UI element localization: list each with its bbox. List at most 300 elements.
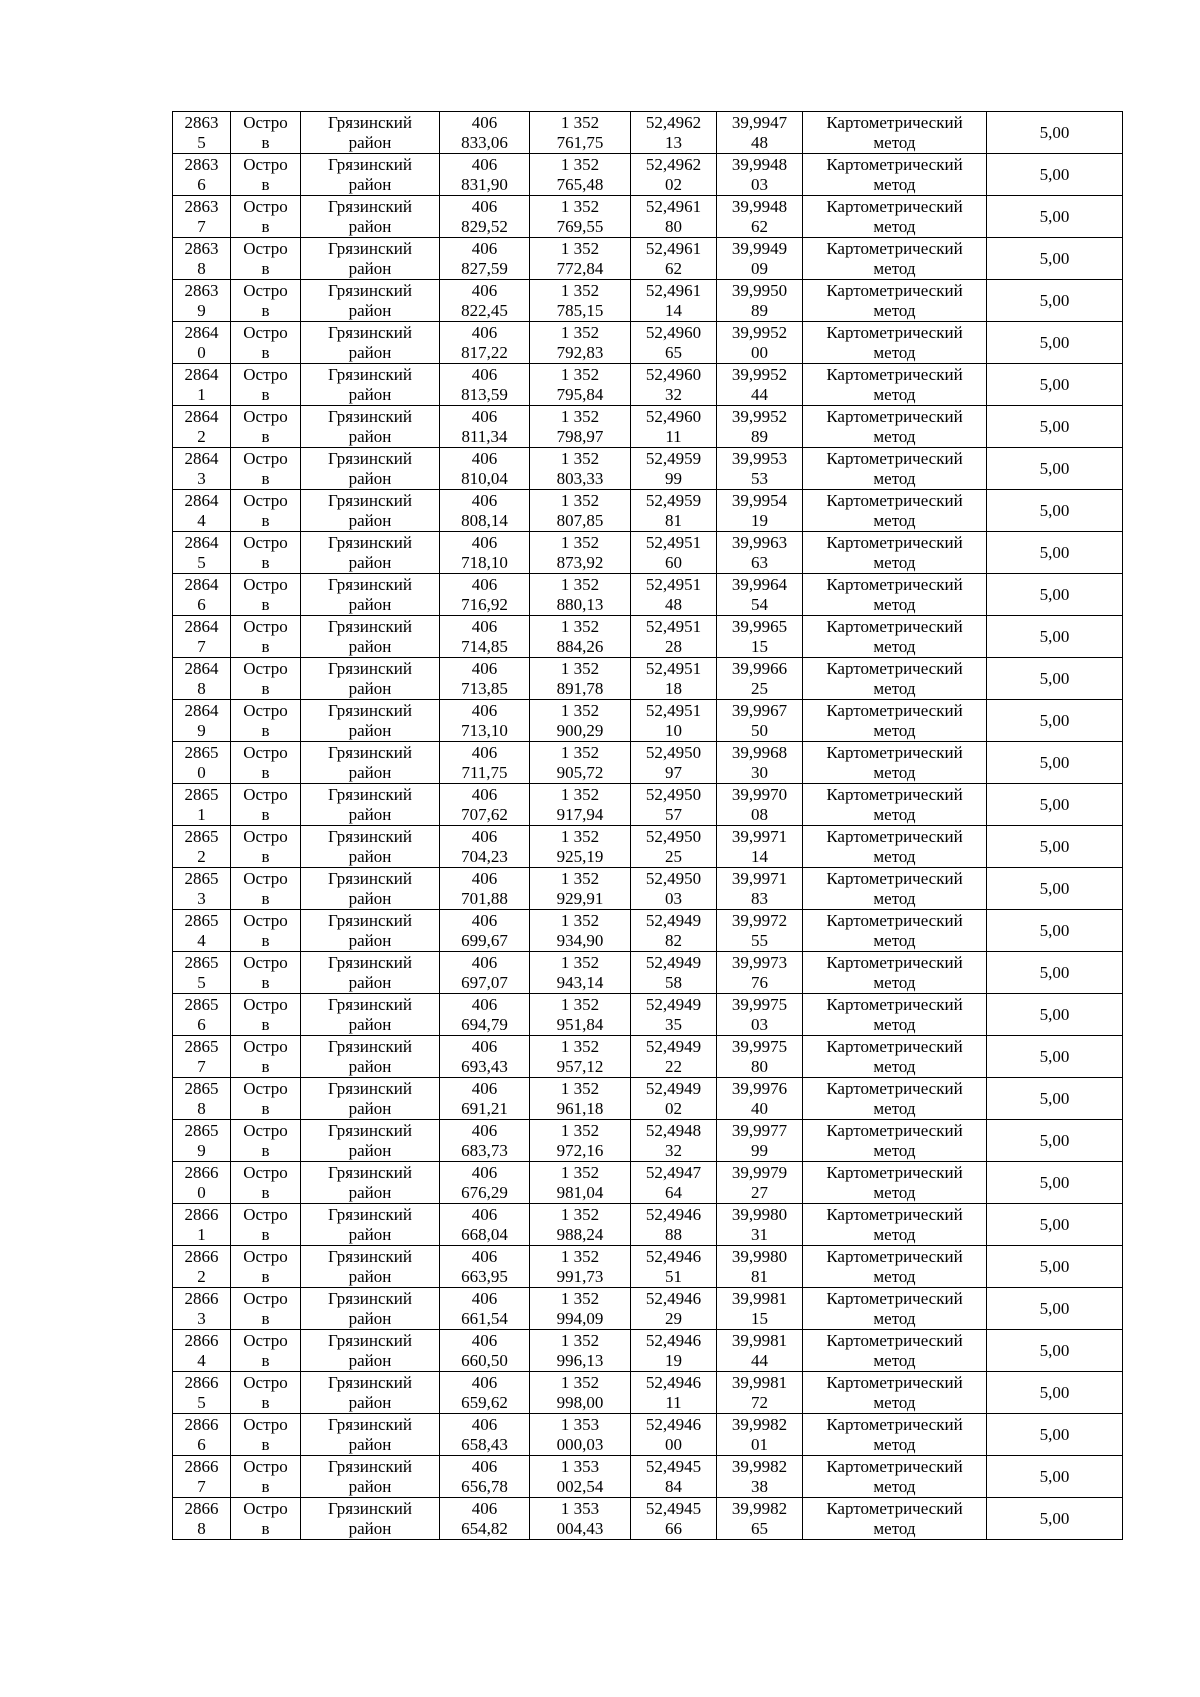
y-coordinate-cell-line: 880,13 — [556, 594, 604, 614]
latitude-cell — [631, 658, 717, 700]
table-row — [173, 532, 1123, 574]
point-number-cell — [173, 742, 231, 784]
latitude-cell — [631, 406, 717, 448]
object-type-cell-line: Остро — [243, 238, 288, 258]
district-cell-line: Грязинский — [328, 322, 412, 342]
latitude-cell-line: 29 — [665, 1308, 682, 1328]
district-cell — [301, 784, 440, 826]
district-cell — [301, 1498, 440, 1540]
method-cell-line: метод — [873, 846, 916, 866]
y-coordinate-cell-line: 991,73 — [556, 1266, 604, 1286]
district-cell — [301, 448, 440, 490]
longitude-cell-line: 39,9964 — [731, 574, 788, 594]
table-body — [173, 112, 1123, 1540]
method-cell-line: метод — [873, 888, 916, 908]
point-number-cell-line: 0 — [197, 342, 206, 362]
latitude-cell-line: 81 — [665, 510, 682, 530]
x-coordinate-cell-line: 406 — [471, 742, 498, 762]
x-coordinate-cell-line: 406 — [471, 994, 498, 1014]
method-cell — [803, 910, 987, 952]
latitude-cell — [631, 910, 717, 952]
method-cell-line: Картометрический — [826, 1372, 963, 1392]
y-coordinate-cell-line: 957,12 — [556, 1056, 604, 1076]
point-number-cell-line: 2863 — [184, 280, 219, 300]
method-cell-line: Картометрический — [826, 1456, 963, 1476]
object-type-cell — [231, 322, 301, 364]
latitude-cell — [631, 784, 717, 826]
object-type-cell-line: в — [261, 1182, 270, 1202]
accuracy-cell: 5,00 — [987, 364, 1123, 406]
y-coordinate-cell-line: 905,72 — [556, 762, 604, 782]
district-cell-line: Грязинский — [328, 574, 412, 594]
accuracy-cell: 5,00 — [987, 742, 1123, 784]
y-coordinate-cell-line: 929,91 — [556, 888, 604, 908]
x-coordinate-cell-line: 713,85 — [461, 678, 508, 698]
y-coordinate-cell-line: 1 352 — [560, 574, 600, 594]
y-coordinate-cell-line: 1 352 — [560, 532, 600, 552]
y-coordinate-cell-line: 925,19 — [556, 846, 604, 866]
latitude-cell-line: 02 — [665, 1098, 682, 1118]
y-coordinate-cell-line: 1 352 — [560, 742, 600, 762]
y-coordinate-cell-line: 002,54 — [556, 1476, 604, 1496]
x-coordinate-cell-line: 406 — [471, 238, 498, 258]
district-cell — [301, 364, 440, 406]
district-cell — [301, 1414, 440, 1456]
point-number-cell-line: 5 — [197, 552, 206, 572]
method-cell-line: метод — [873, 258, 916, 278]
point-number-cell — [173, 280, 231, 322]
method-cell-line: метод — [873, 132, 916, 152]
district-cell-line: Грязинский — [328, 1036, 412, 1056]
latitude-cell-line: 52,4951 — [645, 658, 702, 678]
latitude-cell — [631, 742, 717, 784]
object-type-cell-line: в — [261, 1392, 270, 1412]
latitude-cell-line: 66 — [665, 1518, 682, 1538]
method-cell — [803, 1078, 987, 1120]
district-cell-line: Грязинский — [328, 1078, 412, 1098]
longitude-cell — [717, 1456, 803, 1498]
table-row — [173, 1414, 1123, 1456]
y-coordinate-cell-line: 1 352 — [560, 868, 600, 888]
method-cell-line: Картометрический — [826, 1120, 963, 1140]
x-coordinate-cell — [440, 994, 530, 1036]
y-coordinate-cell — [530, 658, 631, 700]
district-cell-line: Грязинский — [328, 154, 412, 174]
y-coordinate-cell — [530, 1456, 631, 1498]
table-row — [173, 700, 1123, 742]
x-coordinate-cell-line: 406 — [471, 784, 498, 804]
longitude-cell — [717, 826, 803, 868]
x-coordinate-cell — [440, 364, 530, 406]
district-cell-line: район — [348, 636, 392, 656]
latitude-cell-line: 52,4949 — [645, 1078, 702, 1098]
point-number-cell-line: 8 — [197, 1098, 206, 1118]
object-type-cell-line: в — [261, 216, 270, 236]
longitude-cell-line: 44 — [751, 384, 768, 404]
y-coordinate-cell-line: 1 352 — [560, 112, 600, 132]
latitude-cell-line: 52,4961 — [645, 238, 702, 258]
longitude-cell-line: 15 — [751, 1308, 768, 1328]
longitude-cell-line: 40 — [751, 1098, 768, 1118]
district-cell — [301, 994, 440, 1036]
method-cell — [803, 154, 987, 196]
district-cell — [301, 1246, 440, 1288]
x-coordinate-cell-line: 406 — [471, 1330, 498, 1350]
method-cell-line: метод — [873, 720, 916, 740]
district-cell — [301, 1036, 440, 1078]
point-number-cell-line: 9 — [197, 300, 206, 320]
latitude-cell-line: 52,4949 — [645, 994, 702, 1014]
district-cell-line: Грязинский — [328, 700, 412, 720]
point-number-cell-line: 2865 — [184, 910, 219, 930]
accuracy-cell: 5,00 — [987, 406, 1123, 448]
method-cell-line: Картометрический — [826, 196, 963, 216]
method-cell — [803, 700, 987, 742]
latitude-cell-line: 28 — [665, 636, 682, 656]
object-type-cell-line: Остро — [243, 616, 288, 636]
district-cell — [301, 280, 440, 322]
accuracy-cell: 5,00 — [987, 112, 1123, 154]
district-cell — [301, 700, 440, 742]
object-type-cell — [231, 910, 301, 952]
y-coordinate-cell — [530, 952, 631, 994]
x-coordinate-cell-line: 406 — [471, 1246, 498, 1266]
object-type-cell-line: в — [261, 1266, 270, 1286]
latitude-cell-line: 52,4951 — [645, 616, 702, 636]
district-cell-line: Грязинский — [328, 532, 412, 552]
longitude-cell-line: 30 — [751, 762, 768, 782]
method-cell-line: метод — [873, 972, 916, 992]
table-row — [173, 490, 1123, 532]
x-coordinate-cell — [440, 1078, 530, 1120]
y-coordinate-cell — [530, 1246, 631, 1288]
point-number-cell-line: 2864 — [184, 616, 219, 636]
point-number-cell-line: 5 — [197, 1392, 206, 1412]
y-coordinate-cell-line: 807,85 — [556, 510, 604, 530]
y-coordinate-cell-line: 1 352 — [560, 1078, 600, 1098]
latitude-cell — [631, 1288, 717, 1330]
latitude-cell — [631, 322, 717, 364]
x-coordinate-cell-line: 406 — [471, 448, 498, 468]
latitude-cell-line: 52,4946 — [645, 1288, 702, 1308]
y-coordinate-cell-line: 772,84 — [556, 258, 604, 278]
object-type-cell — [231, 1414, 301, 1456]
x-coordinate-cell — [440, 490, 530, 532]
x-coordinate-cell — [440, 1120, 530, 1162]
object-type-cell-line: в — [261, 846, 270, 866]
method-cell-line: Картометрический — [826, 826, 963, 846]
district-cell-line: район — [348, 720, 392, 740]
method-cell-line: метод — [873, 1518, 916, 1538]
district-cell-line: район — [348, 258, 392, 278]
latitude-cell — [631, 994, 717, 1036]
longitude-cell-line: 63 — [751, 552, 768, 572]
y-coordinate-cell-line: 934,90 — [556, 930, 604, 950]
accuracy-cell: 5,00 — [987, 1204, 1123, 1246]
longitude-cell — [717, 112, 803, 154]
y-coordinate-cell — [530, 826, 631, 868]
object-type-cell-line: в — [261, 888, 270, 908]
point-number-cell-line: 8 — [197, 678, 206, 698]
y-coordinate-cell — [530, 238, 631, 280]
x-coordinate-cell-line: 406 — [471, 1288, 498, 1308]
district-cell — [301, 154, 440, 196]
point-number-cell-line: 6 — [197, 1014, 206, 1034]
latitude-cell — [631, 700, 717, 742]
point-number-cell — [173, 1246, 231, 1288]
object-type-cell — [231, 448, 301, 490]
table-row — [173, 952, 1123, 994]
method-cell — [803, 868, 987, 910]
x-coordinate-cell-line: 406 — [471, 112, 498, 132]
method-cell-line: метод — [873, 1182, 916, 1202]
method-cell-line: Картометрический — [826, 1078, 963, 1098]
x-coordinate-cell-line: 656,78 — [461, 1476, 508, 1496]
object-type-cell — [231, 1120, 301, 1162]
longitude-cell-line: 39,9967 — [731, 700, 788, 720]
method-cell-line: Картометрический — [826, 574, 963, 594]
district-cell-line: район — [348, 216, 392, 236]
latitude-cell-line: 60 — [665, 552, 682, 572]
district-cell-line: район — [348, 1518, 392, 1538]
latitude-cell — [631, 826, 717, 868]
district-cell — [301, 1120, 440, 1162]
latitude-cell — [631, 196, 717, 238]
y-coordinate-cell — [530, 364, 631, 406]
latitude-cell-line: 52,4947 — [645, 1162, 702, 1182]
longitude-cell-line: 89 — [751, 426, 768, 446]
latitude-cell-line: 58 — [665, 972, 682, 992]
method-cell-line: Картометрический — [826, 1414, 963, 1434]
method-cell — [803, 1456, 987, 1498]
method-cell-line: метод — [873, 762, 916, 782]
longitude-cell — [717, 1414, 803, 1456]
latitude-cell — [631, 490, 717, 532]
method-cell — [803, 1414, 987, 1456]
latitude-cell-line: 18 — [665, 678, 682, 698]
method-cell-line: метод — [873, 1056, 916, 1076]
x-coordinate-cell-line: 406 — [471, 910, 498, 930]
longitude-cell-line: 39,9981 — [731, 1372, 788, 1392]
object-type-cell — [231, 238, 301, 280]
latitude-cell — [631, 1372, 717, 1414]
longitude-cell — [717, 1204, 803, 1246]
point-number-cell-line: 2865 — [184, 1036, 219, 1056]
y-coordinate-cell-line: 873,92 — [556, 552, 604, 572]
table-row — [173, 742, 1123, 784]
method-cell-line: метод — [873, 1308, 916, 1328]
district-cell-line: район — [348, 552, 392, 572]
x-coordinate-cell-line: 829,52 — [461, 216, 508, 236]
method-cell-line: Картометрический — [826, 742, 963, 762]
accuracy-cell: 5,00 — [987, 322, 1123, 364]
method-cell-line: Картометрический — [826, 1162, 963, 1182]
point-number-cell-line: 1 — [197, 1224, 206, 1244]
point-number-cell-line: 2866 — [184, 1330, 219, 1350]
longitude-cell-line: 44 — [751, 1350, 768, 1370]
accuracy-cell: 5,00 — [987, 154, 1123, 196]
y-coordinate-cell-line: 917,94 — [556, 804, 604, 824]
method-cell — [803, 1372, 987, 1414]
district-cell — [301, 1456, 440, 1498]
y-coordinate-cell — [530, 910, 631, 952]
method-cell-line: Картометрический — [826, 994, 963, 1014]
point-number-cell-line: 2866 — [184, 1372, 219, 1392]
x-coordinate-cell-line: 808,14 — [461, 510, 508, 530]
table-row — [173, 196, 1123, 238]
y-coordinate-cell-line: 769,55 — [556, 216, 604, 236]
latitude-cell-line: 52,4945 — [645, 1498, 702, 1518]
x-coordinate-cell-line: 406 — [471, 1204, 498, 1224]
y-coordinate-cell — [530, 532, 631, 574]
longitude-cell — [717, 1330, 803, 1372]
x-coordinate-cell-line: 658,43 — [461, 1434, 508, 1454]
district-cell-line: Грязинский — [328, 784, 412, 804]
x-coordinate-cell — [440, 532, 530, 574]
x-coordinate-cell — [440, 1330, 530, 1372]
district-cell-line: Грязинский — [328, 364, 412, 384]
y-coordinate-cell-line: 1 352 — [560, 280, 600, 300]
longitude-cell-line: 39,9952 — [731, 322, 788, 342]
point-number-cell-line: 2866 — [184, 1456, 219, 1476]
longitude-cell-line: 08 — [751, 804, 768, 824]
accuracy-cell: 5,00 — [987, 1162, 1123, 1204]
method-cell — [803, 532, 987, 574]
district-cell-line: район — [348, 762, 392, 782]
method-cell-line: Картометрический — [826, 154, 963, 174]
object-type-cell-line: в — [261, 762, 270, 782]
longitude-cell-line: 39,9976 — [731, 1078, 788, 1098]
point-number-cell-line: 2866 — [184, 1162, 219, 1182]
district-cell-line: Грязинский — [328, 406, 412, 426]
latitude-cell-line: 52,4946 — [645, 1372, 702, 1392]
x-coordinate-cell-line: 693,43 — [461, 1056, 508, 1076]
object-type-cell — [231, 616, 301, 658]
accuracy-cell: 5,00 — [987, 1330, 1123, 1372]
district-cell — [301, 490, 440, 532]
x-coordinate-cell — [440, 1456, 530, 1498]
y-coordinate-cell-line: 1 352 — [560, 1162, 600, 1182]
y-coordinate-cell-line: 761,75 — [556, 132, 604, 152]
latitude-cell-line: 03 — [665, 888, 682, 908]
longitude-cell-line: 39,9977 — [731, 1120, 788, 1140]
point-number-cell — [173, 1162, 231, 1204]
object-type-cell — [231, 196, 301, 238]
table-row — [173, 322, 1123, 364]
latitude-cell-line: 52,4946 — [645, 1414, 702, 1434]
object-type-cell-line: Остро — [243, 742, 288, 762]
district-cell-line: Грязинский — [328, 112, 412, 132]
district-cell-line: Грязинский — [328, 658, 412, 678]
method-cell-line: метод — [873, 468, 916, 488]
x-coordinate-cell-line: 406 — [471, 1498, 498, 1518]
longitude-cell-line: 31 — [751, 1224, 768, 1244]
latitude-cell-line: 35 — [665, 1014, 682, 1034]
method-cell — [803, 658, 987, 700]
longitude-cell — [717, 322, 803, 364]
object-type-cell — [231, 1456, 301, 1498]
object-type-cell — [231, 364, 301, 406]
longitude-cell — [717, 994, 803, 1036]
y-coordinate-cell — [530, 490, 631, 532]
table-row — [173, 1246, 1123, 1288]
object-type-cell-line: Остро — [243, 154, 288, 174]
point-number-cell-line: 2864 — [184, 574, 219, 594]
x-coordinate-cell-line: 659,62 — [461, 1392, 508, 1412]
method-cell — [803, 784, 987, 826]
longitude-cell — [717, 1498, 803, 1540]
y-coordinate-cell — [530, 406, 631, 448]
method-cell-line: Картометрический — [826, 910, 963, 930]
y-coordinate-cell-line: 1 353 — [560, 1456, 600, 1476]
point-number-cell-line: 2866 — [184, 1414, 219, 1434]
table-row — [173, 574, 1123, 616]
longitude-cell-line: 03 — [751, 1014, 768, 1034]
longitude-cell — [717, 1372, 803, 1414]
table-row — [173, 994, 1123, 1036]
latitude-cell-line: 80 — [665, 216, 682, 236]
x-coordinate-cell-line: 713,10 — [461, 720, 508, 740]
method-cell-line: Картометрический — [826, 1204, 963, 1224]
object-type-cell-line: в — [261, 1056, 270, 1076]
accuracy-cell: 5,00 — [987, 952, 1123, 994]
longitude-cell-line: 39,9968 — [731, 742, 788, 762]
method-cell-line: Картометрический — [826, 784, 963, 804]
y-coordinate-cell-line: 981,04 — [556, 1182, 604, 1202]
method-cell-line: метод — [873, 594, 916, 614]
district-cell-line: Грязинский — [328, 1162, 412, 1182]
x-coordinate-cell-line: 406 — [471, 490, 498, 510]
point-number-cell — [173, 1498, 231, 1540]
method-cell-line: метод — [873, 1350, 916, 1370]
y-coordinate-cell-line: 1 353 — [560, 1498, 600, 1518]
method-cell-line: метод — [873, 636, 916, 656]
accuracy-cell: 5,00 — [987, 1372, 1123, 1414]
object-type-cell — [231, 1330, 301, 1372]
method-cell — [803, 1288, 987, 1330]
point-number-cell-line: 2865 — [184, 868, 219, 888]
district-cell-line: район — [348, 342, 392, 362]
point-number-cell — [173, 910, 231, 952]
longitude-cell — [717, 784, 803, 826]
point-number-cell — [173, 490, 231, 532]
latitude-cell — [631, 448, 717, 490]
table-row — [173, 1036, 1123, 1078]
x-coordinate-cell — [440, 700, 530, 742]
method-cell-line: Картометрический — [826, 1288, 963, 1308]
point-number-cell-line: 2866 — [184, 1288, 219, 1308]
district-cell-line: Грязинский — [328, 742, 412, 762]
y-coordinate-cell-line: 1 352 — [560, 196, 600, 216]
object-type-cell-line: в — [261, 384, 270, 404]
district-cell-line: Грязинский — [328, 490, 412, 510]
y-coordinate-cell-line: 1 352 — [560, 406, 600, 426]
y-coordinate-cell — [530, 1414, 631, 1456]
y-coordinate-cell-line: 798,97 — [556, 426, 604, 446]
longitude-cell-line: 62 — [751, 216, 768, 236]
accuracy-cell: 5,00 — [987, 910, 1123, 952]
object-type-cell-line: Остро — [243, 1162, 288, 1182]
y-coordinate-cell — [530, 448, 631, 490]
method-cell — [803, 1246, 987, 1288]
x-coordinate-cell — [440, 1036, 530, 1078]
method-cell-line: метод — [873, 930, 916, 950]
latitude-cell-line: 52,4945 — [645, 1456, 702, 1476]
district-cell-line: район — [348, 1350, 392, 1370]
method-cell-line: метод — [873, 1224, 916, 1244]
y-coordinate-cell-line: 972,16 — [556, 1140, 604, 1160]
longitude-cell-line: 39,9980 — [731, 1246, 788, 1266]
